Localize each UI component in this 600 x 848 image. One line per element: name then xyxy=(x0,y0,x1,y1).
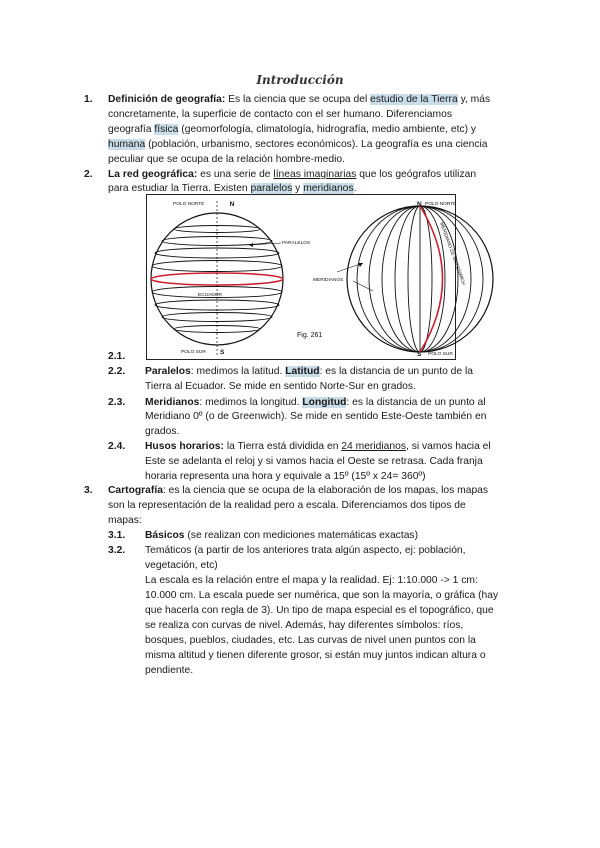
text: para estudiar la Tierra. Existen xyxy=(108,183,251,194)
sub-3-2-line: La escala es la relación entre el mapa y la realidad. Ej: 1:10.000 -> 1 cm: xyxy=(145,575,478,586)
section-2-number: 2. xyxy=(84,169,93,180)
subheading: Básicos xyxy=(145,530,185,541)
section-3-line-1 xyxy=(108,484,488,497)
underlined: líneas imaginarias xyxy=(273,169,357,180)
section-1-number: 1. xyxy=(84,94,93,105)
highlight: paralelos xyxy=(250,183,293,194)
paralelos-label: PARALELOS xyxy=(282,241,311,246)
sub-3-2-line: bosques, pueblos, ciudades, etc. Las curvas de nivel unen puntos con la xyxy=(145,635,476,646)
section-2-line-1 xyxy=(108,168,476,181)
sub-2-1-number: 2.1. xyxy=(108,351,126,362)
polo-norte-label-right: POLO NORTE xyxy=(425,202,457,207)
subheading: Husos horarios: xyxy=(145,441,224,452)
greenwich-label: MERIDIANO DE GREENWICH xyxy=(438,221,466,287)
sub-3-2-line: 10.000 cm. La escala puede ser numérica, que son la mayoría, o gráfica (hay xyxy=(145,590,499,601)
sub-3-2-line: misma altitud y tienen diferente grosor, si están muy juntos indican altura o xyxy=(145,650,486,661)
sub-2-4-line-2: Este se adelanta el reloj y si vamos hacia el Oeste se retrasa. Cada franja xyxy=(145,456,483,467)
s-label-right: S xyxy=(417,351,422,358)
meridianos-label: MERIDIANOS xyxy=(313,278,344,283)
globe-figure xyxy=(146,194,466,360)
text: (geomorfología, climatología, hidrografía, medio ambiente, etc) y xyxy=(178,124,477,135)
ecuador-label: ECUADOR xyxy=(198,293,222,298)
n-label-right: N xyxy=(417,201,422,208)
subheading: Meridianos xyxy=(145,397,200,408)
highlight: meridianos xyxy=(303,183,354,194)
sub-2-2-line-2: Tierra al Ecuador. Se mide en sentido Norte-Sur en grados. xyxy=(145,381,416,392)
highlight: Longitud xyxy=(302,397,347,408)
section-1-line-4 xyxy=(108,138,488,151)
polo-sur-label-left: POLO SUR xyxy=(181,350,206,355)
sub-3-2-number: 3.2. xyxy=(108,545,126,556)
highlight: física xyxy=(154,124,179,135)
highlight: estudio de la Tierra xyxy=(370,94,458,105)
sub-2-2-number: 2.2. xyxy=(108,366,126,377)
section-3-heading: Cartografía xyxy=(108,485,163,496)
section-1-line-1 xyxy=(108,93,490,106)
sub-3-2-line: Temáticos (a partir de los anteriores trata algún aspecto, ej: población, xyxy=(145,545,466,556)
highlight: humana xyxy=(108,139,146,150)
text: (se realizan con mediciones matemáticas exactas) xyxy=(184,530,418,541)
sub-3-2-line: vegetación, etc) xyxy=(145,560,218,571)
section-3-number: 3. xyxy=(84,485,93,496)
greenwich-meridian xyxy=(420,206,443,352)
text: (población, urbanismo, sectores económicos). La geografía es una ciencia xyxy=(145,139,488,150)
underlined: 24 meridianos xyxy=(341,441,406,452)
text: : medimos la longitud. xyxy=(199,397,303,408)
sub-2-3-line-1 xyxy=(145,396,486,409)
text: : es la distancia de un punto de la xyxy=(319,366,473,377)
text: la Tierra está dividida en xyxy=(223,441,342,452)
text: : es la ciencia que se ocupa de la elaboración de los mapas, los mapas xyxy=(162,485,489,496)
text: y, más xyxy=(457,94,491,105)
text: y xyxy=(292,183,304,194)
sub-3-2-line: que hacerla con regla de 3). Un tipo de mapa especial es el topográfico, que xyxy=(145,605,494,616)
sub-2-4-line-3: horaria representa una hora y equivale a 15º (15º x 24= 360º) xyxy=(145,471,426,482)
figure-number: Fig. 261 xyxy=(297,332,323,339)
section-3-line-3: mapas: xyxy=(108,515,142,526)
page-title: Introducción xyxy=(256,73,344,87)
subheading: Paralelos xyxy=(145,366,191,377)
polo-sur-label-right: POLO SUR xyxy=(428,352,453,357)
polo-norte-label-left: POLO NORTE xyxy=(173,202,205,207)
sub-2-3-line-2: Meridiano 0º (o de Greenwich). Se mide en sentido Este-Oeste también en xyxy=(145,411,487,422)
section-1-line-5: peculiar que se ocupa de la relación hombre-medio. xyxy=(108,154,345,165)
parallels-globe xyxy=(151,201,283,357)
section-1-line-3 xyxy=(108,123,476,136)
text: geografía xyxy=(108,124,155,135)
highlight: Latitud xyxy=(285,366,320,377)
text: : medimos la latitud. xyxy=(190,366,286,377)
sub-2-4-line-1 xyxy=(145,440,491,453)
text: : es la distancia de un punto al xyxy=(346,397,486,408)
sub-3-1-line-1 xyxy=(145,529,418,542)
sub-2-3-number: 2.3. xyxy=(108,397,126,408)
section-2-heading: La red geográfica: xyxy=(108,169,198,180)
n-label-left: N xyxy=(229,201,235,208)
sub-3-1-number: 3.1. xyxy=(108,530,126,541)
section-3-line-2: son la representación de la realidad pero a escala. Diferenciamos dos tipos de xyxy=(108,500,466,511)
sub-2-3-line-3: grados. xyxy=(145,426,180,437)
meridians-globe xyxy=(347,206,493,352)
text: Es la ciencia que se ocupa del xyxy=(225,94,371,105)
sub-3-2-line: se realiza con curvas de nivel. Además, hay diferentes símbolos: ríos, xyxy=(145,620,464,631)
text: es una serie de xyxy=(197,169,274,180)
globe-diagram xyxy=(147,195,466,359)
text: , si vamos hacia el xyxy=(406,441,491,452)
sub-2-4-number: 2.4. xyxy=(108,441,126,452)
text: que los geógrafos utilizan xyxy=(356,169,477,180)
sub-3-2-line: pendiente. xyxy=(145,665,194,676)
section-1-heading: Definición de geografía: xyxy=(108,94,226,105)
sub-2-2-line-1 xyxy=(145,365,473,378)
section-1-line-2: concretamente, la superficie de contacto con el ser humano. Diferenciamos xyxy=(108,109,452,120)
s-label-left: S xyxy=(220,349,225,356)
text: . xyxy=(353,183,357,194)
